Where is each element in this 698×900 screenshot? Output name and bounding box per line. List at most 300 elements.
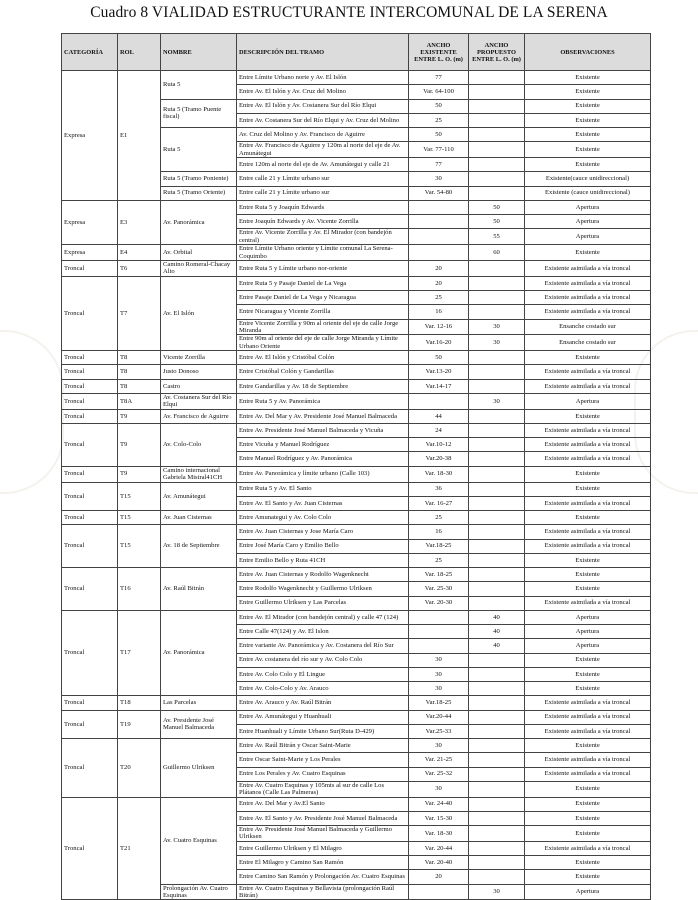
cell-rol: T15 xyxy=(118,511,161,525)
cell-ancho-propuesto xyxy=(469,811,525,825)
cell-descripcion: Entre Av. El Islón y Av. Cruz del Molino xyxy=(237,85,409,99)
cell-ancho-propuesto: 50 xyxy=(469,215,525,229)
cell-nombre: Av. Panorámica xyxy=(161,200,237,244)
table-row xyxy=(62,260,651,276)
cell-descripcion: Entre Camino San Ramón y Prolongación Av. Cuatro Esquinas xyxy=(237,870,409,884)
header-categoria: CATEGORÍA xyxy=(62,34,118,71)
cell-descripcion: Entre Av. Colo-Colo y Av. Arauco xyxy=(237,682,409,696)
cell-observaciones: Existente(cauce unidireccional) xyxy=(525,172,651,186)
cell-ancho-propuesto xyxy=(469,142,525,158)
cell-observaciones: Existente asimilada a vía troncal xyxy=(525,753,651,767)
cell-observaciones: Apertura xyxy=(525,639,651,653)
cell-ancho-existente xyxy=(409,215,469,229)
cell-ancho-propuesto: 30 xyxy=(469,335,525,351)
cell-descripcion: Entre Av. Presidente José Manuel Balmaceda y Guillermo Ulriksen xyxy=(237,826,409,842)
cell-categoria: Troncal xyxy=(62,511,118,525)
cell-observaciones: Existente xyxy=(525,582,651,596)
cell-descripcion: Entre Av. El Santo y Av. Presidente José Manuel Balmaceda xyxy=(237,811,409,825)
cell-nombre: Ruta 5 (Tramo Oriente) xyxy=(161,186,237,200)
cell-observaciones: Existente asimilada a vía troncal xyxy=(525,305,651,319)
cell-ancho-propuesto: 50 xyxy=(469,200,525,214)
cell-rol: T15 xyxy=(118,525,161,568)
cell-rol: T8 xyxy=(118,379,161,393)
table-row xyxy=(62,71,651,85)
cell-ancho-propuesto xyxy=(469,172,525,186)
cell-observaciones: Existente xyxy=(525,797,651,811)
cell-ancho-existente: 30 xyxy=(409,739,469,753)
header-descripcion: DESCRIPCIÓN DEL TRAMO xyxy=(237,34,409,71)
cell-ancho-existente: Var.16-20 xyxy=(409,335,469,351)
cell-observaciones: Existente asimilada a vía troncal xyxy=(525,423,651,437)
cell-descripcion: Entre Guillermo Ulriksen y El Milagro xyxy=(237,841,409,855)
cell-rol: T9 xyxy=(118,466,161,482)
cell-descripcion: Entre Ruta 5 y Av. El Santo xyxy=(237,482,409,496)
cell-ancho-propuesto xyxy=(469,826,525,842)
cell-observaciones: Existente asimilada a vía troncal xyxy=(525,710,651,724)
cell-ancho-existente: Var. 21-25 xyxy=(409,753,469,767)
cell-descripcion: Entre Ruta 5 y Límite urbano nor-oriente xyxy=(237,260,409,276)
cell-descripcion: Entre José María Caro y Emilio Bello xyxy=(237,539,409,553)
cell-ancho-propuesto xyxy=(469,781,525,797)
cell-nombre: Av. Colo-Colo xyxy=(161,423,237,466)
cell-ancho-existente: Var. 16-27 xyxy=(409,496,469,510)
cell-ancho-propuesto: 55 xyxy=(469,229,525,245)
cell-ancho-existente: 24 xyxy=(409,423,469,437)
cell-rol: E4 xyxy=(118,245,161,261)
cell-descripcion: Entre Joaquín Edwards y Av. Vicente Zorrilla xyxy=(237,215,409,229)
cell-ancho-existente: Var.25-33 xyxy=(409,724,469,738)
cell-ancho-propuesto xyxy=(469,466,525,482)
cell-ancho-propuesto: 30 xyxy=(469,884,525,900)
cell-observaciones: Existente asimilada a vía troncal xyxy=(525,260,651,276)
cell-ancho-existente: 20 xyxy=(409,276,469,290)
cell-ancho-propuesto xyxy=(469,496,525,510)
cell-ancho-propuesto xyxy=(469,753,525,767)
cell-ancho-propuesto: 40 xyxy=(469,610,525,624)
cell-observaciones: Existente xyxy=(525,653,651,667)
cell-ancho-propuesto: 30 xyxy=(469,319,525,335)
cell-ancho-existente: 25 xyxy=(409,113,469,127)
cell-ancho-propuesto xyxy=(469,797,525,811)
cell-ancho-existente: 20 xyxy=(409,870,469,884)
cell-observaciones: Ensanche costado sur xyxy=(525,335,651,351)
cell-ancho-existente: Var. 77-110 xyxy=(409,142,469,158)
cell-observaciones: Apertura xyxy=(525,229,651,245)
cell-categoria: Expresa xyxy=(62,200,118,244)
cell-ancho-existente xyxy=(409,884,469,900)
cell-descripcion: Entre Av. Del Mar y Av. Presidente José Manuel Balmaceda xyxy=(237,409,409,423)
cell-ancho-existente: Var. 24-40 xyxy=(409,797,469,811)
cell-ancho-propuesto xyxy=(469,305,525,319)
cell-observaciones: Existente asimilada a vía troncal xyxy=(525,452,651,466)
cell-ancho-existente: Var.18-25 xyxy=(409,539,469,553)
cell-nombre: Ruta 5 (Tramo Puente fiscal) xyxy=(161,99,237,128)
cell-categoria: Troncal xyxy=(62,365,118,379)
table-row xyxy=(62,511,651,525)
cell-descripcion: Entre Nicaragua y Vicente Zorrilla xyxy=(237,305,409,319)
cell-observaciones: Existente (cauce unidireccional) xyxy=(525,186,651,200)
cell-nombre: Vicente Zorrilla xyxy=(161,351,237,365)
cell-ancho-existente xyxy=(409,639,469,653)
cell-ancho-propuesto xyxy=(469,724,525,738)
cell-descripcion: Entre Pasaje Daniel de La Vega y Nicaragua xyxy=(237,291,409,305)
cell-descripcion: Entre Calle 47(124) y Av. El Islon xyxy=(237,625,409,639)
cell-ancho-existente: Var. 18-30 xyxy=(409,826,469,842)
cell-ancho-propuesto xyxy=(469,452,525,466)
cell-descripcion: Entre Gandarillas y Av. 18 de Septiembre xyxy=(237,379,409,393)
table-row xyxy=(62,393,651,409)
cell-ancho-propuesto: 60 xyxy=(469,245,525,261)
cell-observaciones: Existente xyxy=(525,682,651,696)
cell-observaciones: Existente xyxy=(525,781,651,797)
cell-observaciones: Existente asimilada a vía troncal xyxy=(525,379,651,393)
cell-ancho-propuesto xyxy=(469,553,525,567)
cell-descripcion: Entre Av. El Islón y Cristóbal Colón xyxy=(237,351,409,365)
table-title: Cuadro 8 VIALIDAD ESTRUCTURANTE INTERCOMUNAL DE LA SERENA xyxy=(90,4,608,21)
cell-observaciones: Apertura xyxy=(525,200,651,214)
cell-ancho-propuesto xyxy=(469,379,525,393)
cell-categoria: Troncal xyxy=(62,393,118,409)
cell-observaciones: Existente asimilada a vía troncal xyxy=(525,539,651,553)
watermark-ornament xyxy=(0,330,64,494)
cell-descripcion: Entre Cristóbal Colón y Gandarillas xyxy=(237,365,409,379)
header-rol: ROL xyxy=(118,34,161,71)
cell-observaciones: Existente xyxy=(525,142,651,158)
cell-categoria: Troncal xyxy=(62,466,118,482)
table-row xyxy=(62,610,651,624)
cell-nombre: Av. Costanera Sur del Río Elqui xyxy=(161,393,237,409)
cell-ancho-existente: Var. 64-100 xyxy=(409,85,469,99)
cell-rol: T9 xyxy=(118,409,161,423)
cell-descripcion: Entre Límite Urbano oriente y Límite comunal La Serena-Coquimbo xyxy=(237,245,409,261)
cell-observaciones: Existente xyxy=(525,553,651,567)
road-table xyxy=(61,33,651,900)
cell-ancho-propuesto xyxy=(469,739,525,753)
cell-rol: T20 xyxy=(118,739,161,798)
cell-categoria: Troncal xyxy=(62,610,118,696)
cell-observaciones: Existente xyxy=(525,826,651,842)
cell-observaciones: Existente asimilada a vía troncal xyxy=(525,767,651,781)
cell-descripcion: Entre Av. Cuatro Esquinas y 105mts al sur de calle Los Plátanos (Calle Las Palmeras) xyxy=(237,781,409,797)
cell-ancho-existente: Var.14-17 xyxy=(409,379,469,393)
cell-ancho-existente xyxy=(409,229,469,245)
cell-descripcion: Entre Vicuña y Manuel Rodríguez xyxy=(237,438,409,452)
cell-descripcion: Entre Av. Panorámica y límite urbano (Calle 103) xyxy=(237,466,409,482)
cell-observaciones: Existente asimilada a vía troncal xyxy=(525,365,651,379)
cell-descripcion: Entre Av. Juan Cisternas y Rodolfo Wagenknecht xyxy=(237,568,409,582)
cell-ancho-existente: Var. 18-25 xyxy=(409,568,469,582)
cell-ancho-existente: Var. 25-32 xyxy=(409,767,469,781)
cell-ancho-existente: Var. 20-40 xyxy=(409,856,469,870)
cell-categoria: Troncal xyxy=(62,482,118,511)
cell-ancho-propuesto xyxy=(469,438,525,452)
cell-descripcion: Entre 90m al oriente del eje de calle Jorge Miranda y Límite Urbano Oriente xyxy=(237,335,409,351)
table-row xyxy=(62,423,651,437)
cell-ancho-propuesto: 30 xyxy=(469,393,525,409)
cell-nombre: Justo Donoso xyxy=(161,365,237,379)
cell-descripcion: Entre Av. Cuatro Esquinas y Bellavista (prolongación Raúl Bitrán) xyxy=(237,884,409,900)
cell-descripcion: Entre Av. costanera del río sur y Av. Colo Colo xyxy=(237,653,409,667)
cell-rol: T8A xyxy=(118,393,161,409)
cell-observaciones: Existente asimilada a vía troncal xyxy=(525,438,651,452)
cell-rol: T9 xyxy=(118,423,161,466)
cell-nombre: Av. Cuatro Esquinas xyxy=(161,797,237,884)
cell-ancho-propuesto xyxy=(469,841,525,855)
cell-ancho-existente: Var. 18-30 xyxy=(409,466,469,482)
cell-ancho-propuesto xyxy=(469,682,525,696)
cell-observaciones: Existente xyxy=(525,409,651,423)
cell-descripcion: Entre Rodolfo Wagenknecht y Guillermo Ulriksen xyxy=(237,582,409,596)
cell-ancho-existente: 25 xyxy=(409,291,469,305)
cell-ancho-propuesto xyxy=(469,291,525,305)
cell-ancho-propuesto: 40 xyxy=(469,639,525,653)
cell-ancho-propuesto xyxy=(469,85,525,99)
cell-ancho-propuesto xyxy=(469,128,525,142)
cell-ancho-propuesto xyxy=(469,511,525,525)
cell-ancho-existente: 44 xyxy=(409,409,469,423)
cell-ancho-existente: 77 xyxy=(409,71,469,85)
cell-categoria: Troncal xyxy=(62,739,118,798)
cell-descripcion: Entre Manuel Rodríguez y Av. Panorámica xyxy=(237,452,409,466)
cell-ancho-existente xyxy=(409,200,469,214)
cell-rol: T8 xyxy=(118,351,161,365)
cell-descripcion: Entre Ruta 5 y Pasaje Daniel de La Vega xyxy=(237,276,409,290)
table-row xyxy=(62,379,651,393)
cell-nombre: Av. Amunátegui xyxy=(161,482,237,511)
cell-descripcion: Entre Av. Raúl Bitrán y Oscar Saint-Marie xyxy=(237,739,409,753)
cell-rol: T18 xyxy=(118,696,161,710)
cell-categoria: Troncal xyxy=(62,423,118,466)
cell-ancho-propuesto xyxy=(469,525,525,539)
cell-descripcion: Entre Av. Francisco de Aguirre y 120m al norte del eje de Av. Amunátegui xyxy=(237,142,409,158)
table-row xyxy=(62,245,651,261)
cell-observaciones: Existente xyxy=(525,856,651,870)
cell-descripcion: Entre Av. Costanera Sur del Río Elqui y Av. Cruz del Molino xyxy=(237,113,409,127)
cell-descripcion: Entre Av. Vicente Zorrilla y Av. El Mirador (con bandejón central) xyxy=(237,229,409,245)
cell-ancho-propuesto xyxy=(469,667,525,681)
cell-nombre: Av. Francisco de Aguirre xyxy=(161,409,237,423)
cell-rol: E3 xyxy=(118,200,161,244)
cell-nombre: Av. Panorámica xyxy=(161,610,237,696)
cell-ancho-existente: 30 xyxy=(409,682,469,696)
cell-nombre: Camino Romeral-Chacay Alto xyxy=(161,260,237,276)
cell-observaciones: Existente xyxy=(525,158,651,172)
table-row xyxy=(62,797,651,811)
cell-observaciones: Existente xyxy=(525,85,651,99)
cell-rol: T19 xyxy=(118,710,161,739)
cell-ancho-propuesto xyxy=(469,856,525,870)
cell-ancho-existente: Var. 25-30 xyxy=(409,582,469,596)
cell-categoria: Troncal xyxy=(62,351,118,365)
table-row xyxy=(62,351,651,365)
cell-ancho-existente xyxy=(409,393,469,409)
cell-ancho-existente: 16 xyxy=(409,305,469,319)
cell-observaciones: Existente xyxy=(525,466,651,482)
cell-categoria: Troncal xyxy=(62,710,118,739)
cell-nombre: Av. Presidente José Manuel Balmaceda xyxy=(161,710,237,739)
cell-nombre: Av. Orbital xyxy=(161,245,237,261)
cell-observaciones: Existente xyxy=(525,568,651,582)
cell-observaciones: Existente xyxy=(525,811,651,825)
cell-ancho-propuesto xyxy=(469,186,525,200)
cell-descripcion: Entre Ruta 5 y Joaquín Edwards xyxy=(237,200,409,214)
cell-ancho-existente: 20 xyxy=(409,260,469,276)
cell-nombre: Las Parcelas xyxy=(161,696,237,710)
cell-ancho-existente: 30 xyxy=(409,172,469,186)
cell-observaciones: Existente xyxy=(525,667,651,681)
cell-descripcion: Entre Av. El Mirador (con bandejón central) y calle 47 (124) xyxy=(237,610,409,624)
cell-ancho-existente: 30 xyxy=(409,781,469,797)
cell-observaciones: Existente xyxy=(525,351,651,365)
table-row xyxy=(62,696,651,710)
cell-descripcion: Entre Av. El Santo y Av. Juan Cisternas xyxy=(237,496,409,510)
cell-nombre: Castro xyxy=(161,379,237,393)
cell-ancho-propuesto xyxy=(469,596,525,610)
cell-nombre: Ruta 5 xyxy=(161,128,237,172)
cell-observaciones: Existente xyxy=(525,245,651,261)
cell-ancho-existente: 25 xyxy=(409,511,469,525)
cell-observaciones: Existente asimilada a vía troncal xyxy=(525,276,651,290)
cell-observaciones: Apertura xyxy=(525,625,651,639)
cell-rol: T16 xyxy=(118,568,161,611)
cell-ancho-propuesto xyxy=(469,365,525,379)
cell-rol: T17 xyxy=(118,610,161,696)
table-row xyxy=(62,710,651,724)
header-row xyxy=(62,34,651,71)
cell-observaciones: Apertura xyxy=(525,610,651,624)
cell-ancho-existente: 25 xyxy=(409,553,469,567)
cell-observaciones: Ensanche costado sur xyxy=(525,319,651,335)
cell-descripcion: Entre Guillermo Ulriksen y Las Parcelas xyxy=(237,596,409,610)
cell-nombre: Av. Juan Cisternas xyxy=(161,511,237,525)
header-ancho-propuesto: ANCHO PROPUESTO ENTRE L. O. (m) xyxy=(469,34,525,71)
table-row xyxy=(62,276,651,290)
cell-observaciones: Apertura xyxy=(525,884,651,900)
cell-ancho-propuesto xyxy=(469,539,525,553)
header-nombre: NOMBRE xyxy=(161,34,237,71)
cell-ancho-existente: Var.20-44 xyxy=(409,710,469,724)
cell-categoria: Expresa xyxy=(62,245,118,261)
cell-categoria: Troncal xyxy=(62,525,118,568)
cell-categoria: Troncal xyxy=(62,409,118,423)
cell-rol: E1 xyxy=(118,71,161,201)
cell-ancho-existente: Var. 15-30 xyxy=(409,811,469,825)
cell-ancho-existente: Var.13-20 xyxy=(409,365,469,379)
cell-rol: T15 xyxy=(118,482,161,511)
cell-descripcion: Entre calle 21 y Límite urbano sur xyxy=(237,172,409,186)
cell-observaciones: Apertura xyxy=(525,393,651,409)
cell-ancho-existente: 50 xyxy=(409,351,469,365)
cell-ancho-propuesto xyxy=(469,653,525,667)
cell-ancho-propuesto xyxy=(469,158,525,172)
cell-ancho-propuesto xyxy=(469,767,525,781)
cell-observaciones: Existente xyxy=(525,511,651,525)
table-row xyxy=(62,482,651,496)
cell-ancho-propuesto xyxy=(469,409,525,423)
cell-nombre: Guillermo Ulriksen xyxy=(161,739,237,798)
cell-observaciones: Existente asimilada a vía troncal xyxy=(525,696,651,710)
cell-categoria: Troncal xyxy=(62,379,118,393)
cell-ancho-existente: 77 xyxy=(409,158,469,172)
cell-categoria: Troncal xyxy=(62,276,118,350)
cell-ancho-existente: 30 xyxy=(409,667,469,681)
cell-descripcion: Entre Av. Amunátegui y Huanhuali xyxy=(237,710,409,724)
cell-ancho-existente xyxy=(409,245,469,261)
cell-ancho-propuesto xyxy=(469,568,525,582)
cell-rol: T7 xyxy=(118,276,161,350)
cell-nombre: Av. El Islón xyxy=(161,276,237,350)
cell-observaciones: Existente xyxy=(525,870,651,884)
cell-ancho-propuesto xyxy=(469,351,525,365)
cell-ancho-existente: 50 xyxy=(409,99,469,113)
cell-descripcion: Entre Ruta 5 y Av. Panorámica xyxy=(237,393,409,409)
cell-observaciones: Existente xyxy=(525,128,651,142)
cell-categoria: Troncal xyxy=(62,260,118,276)
table-row xyxy=(62,365,651,379)
cell-ancho-propuesto xyxy=(469,113,525,127)
cell-rol: T8 xyxy=(118,365,161,379)
cell-nombre: Av. 18 de Septiembre xyxy=(161,525,237,568)
cell-rol: T21 xyxy=(118,797,161,900)
cell-observaciones: Existente asimilada a vía troncal xyxy=(525,525,651,539)
cell-ancho-propuesto xyxy=(469,582,525,596)
cell-descripcion: Entre Huanhuali y Límite Urbano Sur(Ruta D-429) xyxy=(237,724,409,738)
table-row xyxy=(62,525,651,539)
cell-ancho-propuesto xyxy=(469,482,525,496)
cell-ancho-existente: Var. 54-80 xyxy=(409,186,469,200)
cell-nombre: Ruta 5 xyxy=(161,71,237,100)
cell-descripcion: Entre Av. Del Mar y Av.El Santo xyxy=(237,797,409,811)
cell-nombre: Prolongación Av. Cuatro Esquinas xyxy=(161,884,237,900)
cell-observaciones: Apertura xyxy=(525,215,651,229)
cell-ancho-propuesto xyxy=(469,276,525,290)
table-row xyxy=(62,466,651,482)
cell-descripcion: Entre 120m al norte del eje de Av. Amunátegui y calle 21 xyxy=(237,158,409,172)
cell-nombre: Av. Raúl Bitrán xyxy=(161,568,237,611)
table-row xyxy=(62,409,651,423)
cell-categoria: Troncal xyxy=(62,568,118,611)
cell-ancho-propuesto xyxy=(469,710,525,724)
cell-observaciones: Existente xyxy=(525,739,651,753)
cell-ancho-existente: 50 xyxy=(409,128,469,142)
cell-descripcion: Entre Vicente Zorrilla y 90m al oriente del eje de calle Jorge Miranda xyxy=(237,319,409,335)
header-ancho-existente: ANCHO EXISTENTE ENTRE L. O. (m) xyxy=(409,34,469,71)
cell-observaciones: Existente asimilada a vía troncal xyxy=(525,496,651,510)
cell-ancho-existente: Var. 12-16 xyxy=(409,319,469,335)
cell-descripcion: Entre Amunategui y Av. Colo Colo xyxy=(237,511,409,525)
cell-ancho-existente: Var.10-12 xyxy=(409,438,469,452)
cell-categoria: Expresa xyxy=(62,71,118,201)
cell-ancho-propuesto xyxy=(469,260,525,276)
cell-ancho-existente: 36 xyxy=(409,482,469,496)
cell-ancho-propuesto xyxy=(469,99,525,113)
cell-descripcion: Entre variante Av. Panorámica y Av. Costanera del Río Sur xyxy=(237,639,409,653)
cell-descripcion: Entre Oscar Saint-Marie y Los Perales xyxy=(237,753,409,767)
cell-nombre: Ruta 5 (Tramo Poniente) xyxy=(161,172,237,186)
cell-ancho-propuesto xyxy=(469,423,525,437)
cell-observaciones: Existente asimilada a vía troncal xyxy=(525,291,651,305)
cell-observaciones: Existente xyxy=(525,482,651,496)
cell-ancho-existente: Var. 20-30 xyxy=(409,596,469,610)
cell-descripcion: Entre Av. Presidente José Manuel Balmaceda y Vicuña xyxy=(237,423,409,437)
cell-ancho-propuesto: 40 xyxy=(469,625,525,639)
cell-categoria: Troncal xyxy=(62,696,118,710)
cell-ancho-propuesto xyxy=(469,71,525,85)
header-observaciones: OBSERVACIONES xyxy=(525,34,651,71)
cell-descripcion: Entre calle 21 y Límite urbano sur xyxy=(237,186,409,200)
cell-observaciones: Existente xyxy=(525,71,651,85)
table-row xyxy=(62,200,651,214)
